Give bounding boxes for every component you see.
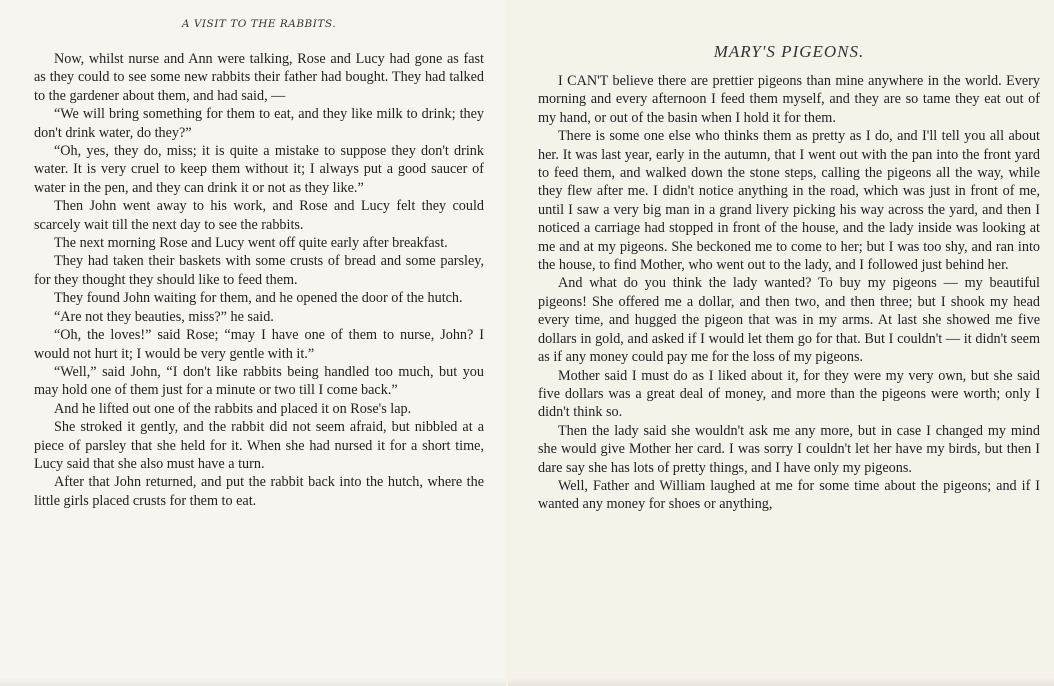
paragraph: They found John waiting for them, and he opened the door of the hutch.: [54, 290, 463, 307]
paragraph: “Oh, the loves!” said Rose; “may I have one of them to nurse, John? I would not hurt it; I would be very gentle with it.”: [34, 327, 484, 362]
page-edge-shadow: [508, 678, 1054, 686]
paragraph: “We will bring something for them to eat, and they like milk to drink; they don't drink water, do they?”: [34, 106, 484, 141]
left-page-body: [34, 50, 484, 510]
paragraph: The next morning Rose and Lucy went off quite early after breakfast.: [54, 235, 448, 252]
paragraph: Then John went away to his work, and Rose and Lucy felt they could scarcely wait till the next day to see the rabbits.: [34, 198, 484, 233]
paragraph: And he lifted out one of the rabbits and placed it on Rose's lap.: [54, 400, 412, 417]
paragraph: Then the lady said she wouldn't ask me any more, but in case I changed my mind she would give Mother her card. I was sorry I couldn't let her have my birds, but then I dare say she has lots of pretty things, and I have only my pigeons.: [538, 422, 1040, 476]
running-head: A VISIT TO THE RABBITS.: [181, 18, 337, 30]
left-page: [0, 0, 508, 686]
chapter-title: MARY'S PIGEONS.: [713, 42, 865, 61]
paragraph: “Well,” said John, “I don't like rabbits being handled too much, but you may hold one of them just for a minute or two till I come back.”: [34, 363, 484, 399]
paragraph: She stroked it gently, and the rabbit did not seem afraid, but nibbled at a piece of parsley that she held for it. When she had nursed it for a short time, Lucy said that she also must have a turn.: [34, 419, 484, 472]
paragraph: Mother said I must do as I liked about it, for they were my very own, but she said five dollars was a great deal of money, and more than the pigeons were worth; only I didn't think so.: [538, 367, 1040, 421]
paragraph: After that John returned, and put the rabbit back into the hutch, where the little girls placed crusts for them to eat.: [34, 474, 484, 509]
paragraph: “Oh, yes, they do, miss; it is quite a mistake to suppose they don't drink water. It is very cruel to keep them without it; I always put a good saucer of water in the pen, and they can drink it or not as they like.”: [34, 143, 484, 196]
paragraph: “Are not they beauties, miss?” he said.: [54, 308, 274, 325]
right-page: [508, 0, 1054, 686]
paragraph: There is some one else who thinks them as pretty as I do, and I'll tell you all about her. It was last year, early in the autumn, that I went out with the pan into the front yard to feed them, and walked down the stone steps, calling the pigeons all the way, while they flew after me. I didn't notice anything in the road, which was just in front of me, until I saw a very big man in a grand livery picking his way across the yard, and then I noticed a carriage had stopped in front of the house, and the lady inside was looking at me and at my pigeons. She beckoned me to come to her; but I was too shy, and ran into the house, to find Mother, who went out to the lady, and I followed just behind her.: [538, 128, 1040, 274]
paragraph: Now, whilst nurse and Ann were talking, Rose and Lucy had gone as fast as they could to see some new rabbits their father had bought. They had talked to the gardener about them, and had said, —: [34, 51, 484, 104]
paragraph: I CAN'T believe there are prettier pigeons than mine anywhere in the world. Every morning and every afternoon I feed them myself, and they are so tame they eat out of my hand, or out of the basin when I hold it for them.: [538, 73, 1040, 126]
paragraph: And what do you think the lady wanted? To buy my pigeons — my beautiful pigeons! She offered me a dollar, and then two, and then three; but I shook my head every time, and hugged the pigeon that was in my arms. At last she showed me five dollars in gold, and asked if I would let them go for that. But I couldn't — it didn't seem as if any money could pay me for the loss of my pigeons.: [538, 275, 1040, 366]
paragraph: They had taken their baskets with some crusts of bread and some parsley, for they thought they should like to feed them.: [34, 253, 484, 288]
right-page-body: [538, 72, 1040, 514]
page-edge-shadow: [0, 678, 508, 686]
paragraph: Well, Father and William laughed at me for some time about the pigeons; and if I wanted any money for shoes or anything,: [538, 477, 1040, 513]
